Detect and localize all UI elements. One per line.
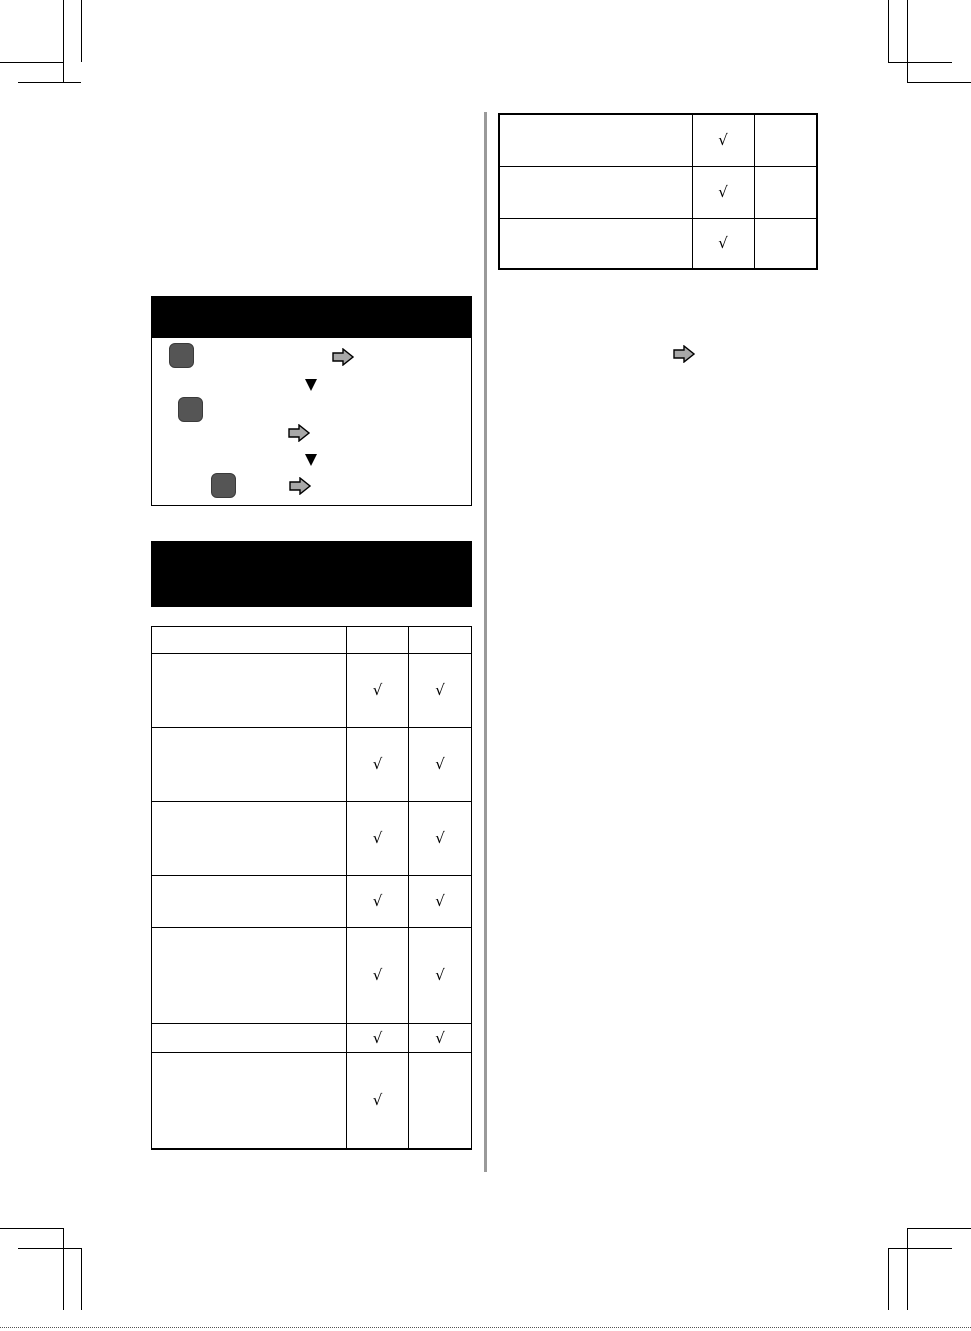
check-mark: √ (409, 802, 472, 876)
rounded-square-key-icon (178, 397, 203, 422)
crop-mark (81, 0, 82, 62)
check-mark: √ (347, 802, 409, 876)
check-mark: √ (692, 114, 754, 166)
crop-mark (907, 1228, 908, 1310)
check-cell (754, 166, 817, 218)
crop-mark (18, 1248, 81, 1249)
row-label (152, 928, 347, 1024)
row-label (499, 114, 692, 166)
table-row (152, 1053, 472, 1149)
table-row (499, 114, 817, 166)
check-mark: √ (347, 876, 409, 928)
table-row (152, 928, 472, 1024)
page-edge (0, 1327, 971, 1328)
right-arrow-outline-icon (332, 348, 354, 366)
top-right-table (498, 113, 818, 270)
row-label (499, 166, 692, 218)
column-header (152, 627, 347, 654)
down-triangle-icon (305, 454, 317, 466)
check-mark: √ (347, 654, 409, 728)
row-label (152, 728, 347, 802)
check-mark: √ (347, 728, 409, 802)
right-arrow-outline-icon (289, 477, 311, 495)
crop-mark (63, 0, 64, 82)
table-header-row (152, 627, 472, 654)
crop-mark (907, 0, 908, 82)
down-triangle-icon (305, 379, 317, 391)
row-label (152, 876, 347, 928)
crop-mark (81, 1248, 82, 1310)
column-header (347, 627, 409, 654)
column-header (409, 627, 472, 654)
right-arrow-outline-icon (673, 345, 695, 363)
row-label (152, 1053, 347, 1149)
check-mark: √ (409, 728, 472, 802)
crop-mark (63, 1228, 64, 1310)
crop-mark (0, 62, 63, 63)
table-row (152, 876, 472, 928)
check-mark: √ (409, 1024, 472, 1053)
check-cell (754, 114, 817, 166)
steps-box (151, 338, 472, 506)
table-row (499, 166, 817, 218)
check-mark: √ (409, 876, 472, 928)
check-mark: √ (409, 928, 472, 1024)
row-label (499, 218, 692, 269)
crop-mark (888, 62, 952, 63)
crop-mark (888, 0, 889, 62)
rounded-square-key-icon (169, 343, 194, 368)
row-label (152, 1024, 347, 1053)
table-row (499, 218, 817, 269)
column-divider (484, 112, 487, 1172)
steps-header (151, 296, 472, 338)
table-section-header (151, 541, 472, 607)
crop-mark (888, 1248, 889, 1310)
check-cell (754, 218, 817, 269)
crop-mark (888, 1248, 952, 1249)
check-mark: √ (692, 218, 754, 269)
check-mark: √ (347, 928, 409, 1024)
crop-mark (907, 82, 971, 83)
crop-mark (0, 1228, 63, 1229)
main-table (151, 626, 472, 1150)
check-mark: √ (409, 654, 472, 728)
crop-mark (18, 82, 81, 83)
table-row (152, 802, 472, 876)
check-mark: √ (347, 1024, 409, 1053)
table-row (152, 654, 472, 728)
rounded-square-key-icon (211, 473, 236, 498)
crop-mark (907, 1228, 971, 1229)
check-mark: √ (347, 1053, 409, 1149)
row-label (152, 802, 347, 876)
table-row (152, 1024, 472, 1053)
table-row (152, 728, 472, 802)
check-cell (409, 1053, 472, 1149)
row-label (152, 654, 347, 728)
check-mark: √ (692, 166, 754, 218)
right-arrow-outline-icon (288, 424, 310, 442)
